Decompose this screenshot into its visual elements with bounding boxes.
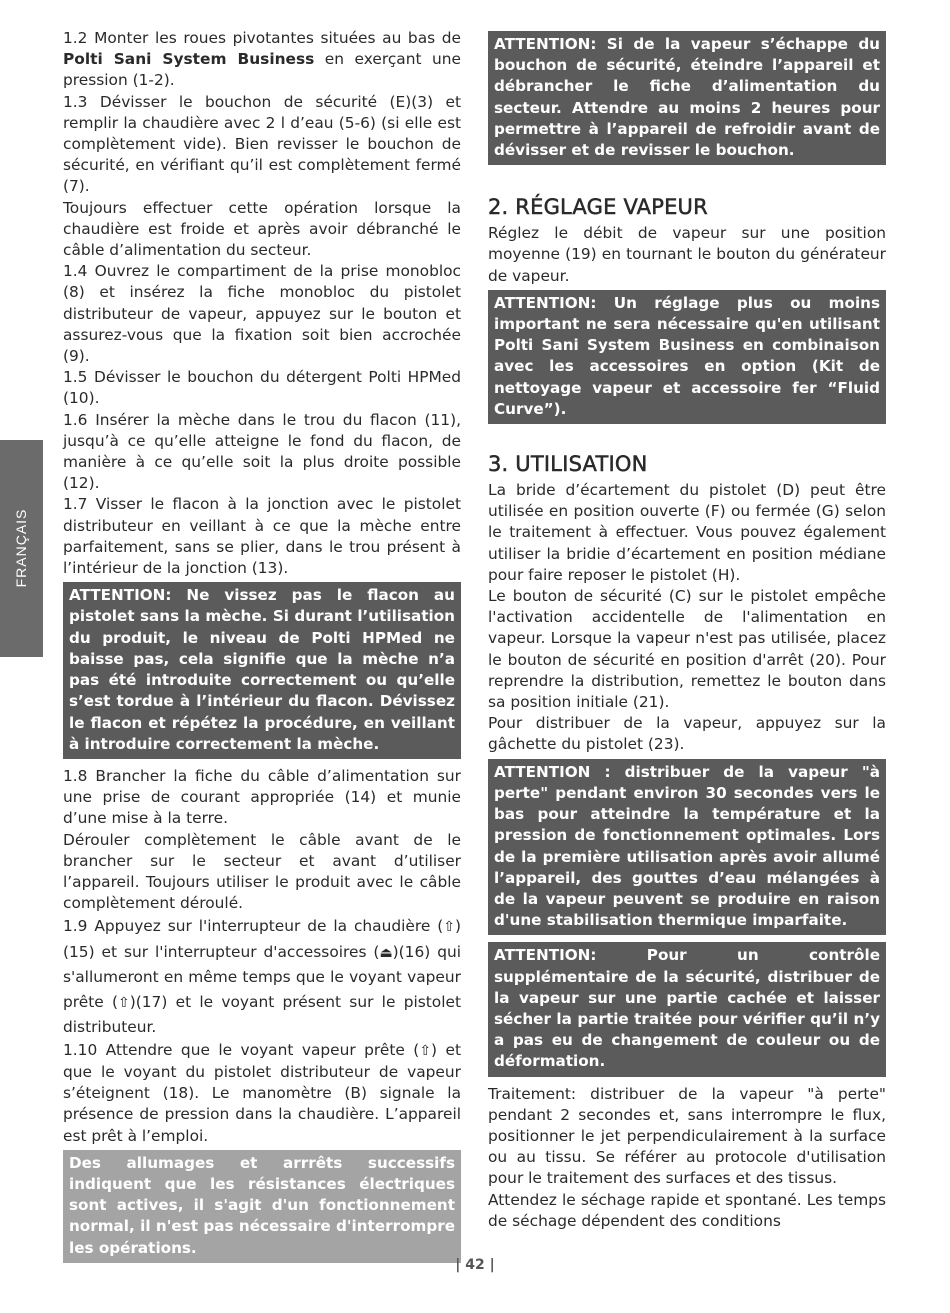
attention-steam-escape-box: ATTENTION: Si de la vapeur s’échappe du bouchon de sécurité, éteindre l’appareil et débrancher le fiche d’alimentation du secteur. Attendre au moins 2 heures pour permettre à l’appareil de refroidir avant de dévisser et de revisser le bouchon. [488, 31, 886, 165]
cable-unroll-note: Dérouler complètement le câble avant de le brancher sur le secteur et avant d’utiliser l’appareil. Toujours utiliser le produit avec le câble complètement déroulé. [63, 830, 461, 913]
utilisation-bride: La bride d’écartement du pistolet (D) peut être utilisée en position ouverte (F) ou fermée (G) selon le traitement à effectuer. Vous pouvez également utiliser la bridie d’écartement en position médiane pour faire reposer le pistolet (H). [488, 481, 886, 584]
steam-ready-icon: ⇧ [419, 1042, 432, 1059]
utilisation-safety-button: Le bouton de sécurité (C) sur le pistolet empêche l'activation accidentelle de l'alimentation en vapeur. Lorsque la vapeur n'est pas utilisée, placez le bouton de sécurité en position d'arrêt (20). Pour reprendre la distribution, remettez le bouton dans sa position initiale (21). [488, 587, 886, 712]
section-heading-utilisation: 3. UTILISATION [488, 452, 648, 477]
section-heading-reglage: 2. RÉGLAGE VAPEUR [488, 195, 708, 220]
left-column [63, 28, 461, 1270]
utilisation-trigger: Pour distribuer de la vapeur, appuyez sur la gâchette du pistolet (23). [488, 714, 886, 754]
boiler-switch-icon: ⇧ [443, 919, 455, 936]
step-1-3: 1.3 Dévisser le bouchon de sécurité (E)(3) et remplir la chaudière avec 2 l d’eau (5-6) (si elle est complètement vide). Bien revisser le bouchon de sécurité, en vérifiant qu’il est complètement fermé (7). [63, 92, 461, 196]
right-column [488, 28, 886, 1232]
steam-ready-icon: ⇧ [118, 994, 130, 1011]
step-1-2: 1.2 Monter les roues pivotantes situées au bas de Polti Sani System Business en exerçant une pression (1-2). [63, 29, 461, 90]
page-number: | 42 | [455, 1257, 495, 1273]
step-1-5: 1.5 Dévisser le bouchon du détergent Polti HPMed (10). [63, 368, 461, 408]
traitement-text: Traitement: distribuer de la vapeur "à perte" pendant 2 secondes et, sans interrompre le flux, positionner le jet perpendiculairement à la surface ou au tissu. Se référer au protocole d'utilisation pour le traitement des surfaces et des tissus. [488, 1084, 886, 1188]
step-1-8: 1.8 Brancher la fiche du câble d’alimentation sur une prise de courant appropriée (14) et munie d’une mise à la terre. [63, 766, 461, 828]
attention-hidden-test-box: ATTENTION: Pour un contrôle supplémentaire de la sécurité, distribuer de la vapeur sur une partie cachée et laisser sécher la partie traitée pour vérifier qu’il n’y a pas eu de changement de couleur ou de déformation. [488, 942, 886, 1076]
brand-name: Polti Sani System Business [63, 50, 315, 69]
attention-waste-steam-box: ATTENTION : distribuer de la vapeur "à perte" pendant environ 30 secondes vers le bas pour atteindre la température et la pression de fonctionnement optimales. Lors de la première utilisation après avoir allumé l’appareil, des gouttes d’eau mélangées à de la vapeur peuvent se produire en raison d'une stabilisation thermique imparfaite. [488, 759, 886, 936]
step-1-4: 1.4 Ouvrez le compartiment de la prise monobloc (8) et insérez la fiche monobloc du pistolet distributeur de vapeur, appuyez sur le bouton et assurez-vous que la fixation soit bien accrochée (9). [63, 262, 461, 366]
attention-reglage-box: ATTENTION: Un réglage plus ou moins important ne sera nécessaire qu'en utilisant Polti Sani System Business en combinaison avec les accessoires en option (Kit de nettoyage vapeur et accessoire fer “Fluid Curve”). [488, 290, 886, 424]
step-1-9: 1.9 Appuyez sur l'interrupteur de la chaudière (⇧)(15) et sur l'interrupteur d'accessoires (⏏)(16) qui s'allumeront en même temps que le voyant vapeur prête (⇧)(17) et le voyant présent sur le pistolet distributeur. [63, 917, 462, 1037]
reglage-text: Réglez le débit de vapeur sur une position moyenne (19) en tournant le bouton du générateur de vapeur. [488, 224, 886, 285]
step-1-10: 1.10 Attendre que le voyant vapeur prête (⇧) et que le voyant du pistolet distributeur de vapeur s’éteignent (18). Le manomètre (B) signale la présence de pression dans la chaudière. L’appareil est prêt à l’emploi. [63, 1040, 461, 1145]
sechage-text: Attendez le séchage rapide et spontané. Les temps de séchage dépendent des conditions [488, 1190, 886, 1230]
language-label: FRANÇAIS [13, 508, 29, 588]
step-1-7: 1.7 Visser le flacon à la jonction avec le pistolet distributeur en veillant à ce que la mèche entre parfaitement, sans se plier, dans le trou présent à l’intérieur de la jonction (13). [63, 495, 461, 578]
step-1-6: 1.6 Insérer la mèche dans le trou du flacon (11), jusqu’à ce qu’elle atteigne le fond du flacon, de manière à ce qu’elle soit la plus droite possible (12). [63, 410, 461, 493]
attention-wick-box: ATTENTION: Ne vissez pas le flacon au pistolet sans la mèche. Si durant l’utilisation du produit, le niveau de Polti HPMed ne baisse pas, cela signifie que la mèche n’a pas été introduite correctement ou qu’elle s’est tordue à l’intérieur du flacon. Dévissez le flacon et répétez la procédure, en veillant à introduire correctement la mèche. [63, 582, 461, 759]
accessory-switch-icon: ⏏ [379, 944, 393, 961]
cold-boiler-note: Toujours effectuer cette opération lorsque la chaudière est froide et après avoir débranché le câble d’alimentation du secteur. [63, 198, 461, 260]
resistance-note-box: Des allumages et arrrêts successifs indiquent que les résistances électriques sont actives, il s'agit d'un fonctionnement normal, il n'est pas nécessaire d'interrompre les opérations. [63, 1150, 461, 1263]
